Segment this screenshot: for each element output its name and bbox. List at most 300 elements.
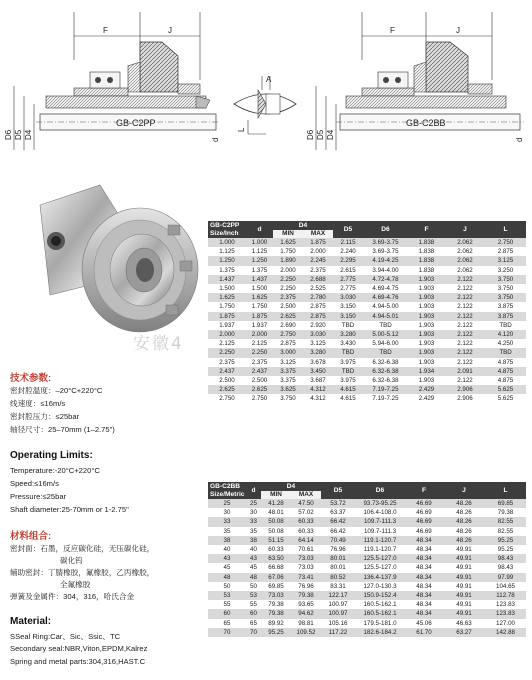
table-cell: 104.65 bbox=[485, 582, 526, 591]
table-cell: 48.26 bbox=[443, 536, 485, 545]
d-header: d bbox=[246, 221, 273, 238]
material-cn-line: 全氟橡胶 bbox=[60, 580, 91, 589]
dim-d6-label-bb: D6 bbox=[306, 129, 315, 140]
table-cell: 2.875 bbox=[273, 339, 303, 348]
diagram-title-bb: GB-C2BB bbox=[406, 118, 446, 128]
table-cell: 33 bbox=[208, 517, 246, 526]
table-cell: 106.4-108.0 bbox=[355, 508, 405, 517]
table-row bbox=[208, 247, 526, 256]
table-cell: 3.030 bbox=[303, 330, 333, 339]
table-cell: 48.34 bbox=[405, 591, 443, 600]
table-cell: 136.4-137.9 bbox=[355, 573, 405, 582]
table-cell: 82.55 bbox=[485, 517, 526, 526]
table-cell: 2.122 bbox=[445, 275, 485, 284]
table-cell: 5.625 bbox=[485, 385, 526, 394]
material-cn-line: 弹簧及金属件：304，316，哈氏合金 bbox=[10, 592, 135, 601]
table-cell: 2.625 bbox=[208, 385, 246, 394]
table-cell: 2.062 bbox=[445, 256, 485, 265]
table-cell: 2.500 bbox=[246, 376, 273, 385]
table-cell: 93.73-95.25 bbox=[355, 499, 405, 508]
table-cell: 3.875 bbox=[485, 312, 526, 321]
dim-d5-label: D5 bbox=[14, 129, 23, 140]
table-cell: 100.97 bbox=[321, 609, 355, 618]
table-cell: 4.615 bbox=[333, 385, 363, 394]
table-cell: 98.43 bbox=[485, 563, 526, 572]
table-cell: 46.69 bbox=[405, 527, 443, 536]
dim-d4-label-bb: D4 bbox=[326, 129, 335, 140]
table-cell: TBD bbox=[333, 321, 363, 330]
f-header-metric: F bbox=[405, 482, 443, 499]
table-row bbox=[208, 330, 526, 339]
table-cell: 100.97 bbox=[321, 600, 355, 609]
table-cell: 48 bbox=[246, 573, 261, 582]
table-cell: 2.625 bbox=[246, 385, 273, 394]
table-cell: 43 bbox=[208, 554, 246, 563]
table-cell: 45 bbox=[246, 563, 261, 572]
table-row bbox=[208, 554, 526, 563]
d4-max-header-metric: MAX bbox=[291, 491, 321, 499]
table-cell: 2.920 bbox=[303, 321, 333, 330]
table-cell: 2.250 bbox=[246, 348, 273, 357]
table-cell: 61.70 bbox=[405, 628, 443, 637]
table-cell: 3.125 bbox=[485, 256, 526, 265]
table-row bbox=[208, 302, 526, 311]
table-cell: 2.122 bbox=[445, 312, 485, 321]
table-cell: 82.55 bbox=[485, 527, 526, 536]
table-cell: 1.903 bbox=[408, 284, 445, 293]
table-cell: 93.65 bbox=[291, 600, 321, 609]
spec-en-line: Pressure:≤25bar bbox=[10, 492, 67, 501]
table-cell: 41.28 bbox=[261, 499, 291, 508]
table-cell: 69.85 bbox=[485, 499, 526, 508]
table-cell: TBD bbox=[363, 348, 408, 357]
table-cell: 1.875 bbox=[208, 312, 246, 321]
d4-max-header: MAX bbox=[303, 230, 333, 238]
size-header bbox=[208, 221, 246, 238]
table-cell: 2.775 bbox=[333, 284, 363, 293]
table-row bbox=[208, 358, 526, 367]
table-cell: 40 bbox=[246, 545, 261, 554]
table-cell: TBD bbox=[333, 367, 363, 376]
table-cell: 60 bbox=[246, 609, 261, 618]
materials-cn-title: 材料组合: bbox=[10, 531, 52, 542]
table-cell: 4.69-4.75 bbox=[363, 284, 408, 293]
table-cell: 50.08 bbox=[261, 527, 291, 536]
table-cell: 48.34 bbox=[405, 545, 443, 554]
table-cell: 160.5-162.1 bbox=[355, 600, 405, 609]
d4-header: D4 bbox=[273, 221, 333, 230]
material-en-line: SSeal Ring:Car、Sic、Ssic、TC bbox=[10, 632, 121, 641]
table-row bbox=[208, 527, 526, 536]
table-cell: 1.000 bbox=[246, 238, 273, 247]
table-cell: 98.81 bbox=[291, 619, 321, 628]
table-cell: 119.1-120.7 bbox=[355, 536, 405, 545]
table-cell: 3.69-3.75 bbox=[363, 247, 408, 256]
f-header: F bbox=[408, 221, 445, 238]
table-cell: 2.062 bbox=[445, 266, 485, 275]
table-cell: 1.437 bbox=[246, 275, 273, 284]
table-cell: 65 bbox=[246, 619, 261, 628]
table-cell: 3.375 bbox=[273, 367, 303, 376]
table-cell: 3.375 bbox=[273, 376, 303, 385]
d6-header: D6 bbox=[363, 221, 408, 238]
table-row bbox=[208, 499, 526, 508]
table-cell: 60.33 bbox=[291, 527, 321, 536]
table-cell: 1.500 bbox=[246, 284, 273, 293]
table-cell: 49.91 bbox=[443, 582, 485, 591]
table-cell: 1.838 bbox=[408, 266, 445, 275]
table-cell: 5.625 bbox=[485, 394, 526, 403]
table-cell: 2.780 bbox=[303, 293, 333, 302]
dim-d6-label: D6 bbox=[4, 129, 13, 140]
table-cell: 3.678 bbox=[303, 358, 333, 367]
table-cell: 4.312 bbox=[303, 385, 333, 394]
table-cell: 2.122 bbox=[445, 330, 485, 339]
table-cell: 3.687 bbox=[303, 376, 333, 385]
table-cell: 1.903 bbox=[408, 302, 445, 311]
size-header-line1: GB-C2PP bbox=[210, 221, 240, 229]
table-cell: 40 bbox=[208, 545, 246, 554]
table-cell: 80.52 bbox=[321, 573, 355, 582]
table-cell: 1.375 bbox=[208, 266, 246, 275]
d-header-metric: d bbox=[246, 482, 261, 499]
table-cell: 95.25 bbox=[261, 628, 291, 637]
table-cell: 127.00 bbox=[485, 619, 526, 628]
table-cell: 3.875 bbox=[485, 302, 526, 311]
table-cell: 5.00-5.12 bbox=[363, 330, 408, 339]
table-cell: 2.500 bbox=[273, 302, 303, 311]
material-en-line: Secondary seal:NBR,Viton,EPDM,Kalrez bbox=[10, 644, 148, 653]
table-cell: 73.03 bbox=[291, 554, 321, 563]
table-cell: 1.250 bbox=[246, 256, 273, 265]
table-cell: 67.06 bbox=[261, 573, 291, 582]
dim-l-label: L bbox=[237, 127, 246, 132]
table-cell: 3.250 bbox=[485, 266, 526, 275]
size-header-line2: Size/Inch bbox=[210, 229, 239, 237]
table-cell: 1.903 bbox=[408, 376, 445, 385]
table-cell: 2.875 bbox=[303, 302, 333, 311]
table-cell: 4.875 bbox=[485, 376, 526, 385]
table-row bbox=[208, 376, 526, 385]
table-cell: 46.69 bbox=[405, 517, 443, 526]
table-row bbox=[208, 385, 526, 394]
table-cell: 38 bbox=[208, 536, 246, 545]
table-cell: 1.903 bbox=[408, 293, 445, 302]
table-cell: 142.88 bbox=[485, 628, 526, 637]
table-cell: 33 bbox=[246, 517, 261, 526]
table-cell: 1.838 bbox=[408, 238, 445, 247]
table-cell: 80.01 bbox=[321, 563, 355, 572]
table-cell: 1.903 bbox=[408, 321, 445, 330]
table-cell: 1.250 bbox=[208, 256, 246, 265]
table-cell: 25 bbox=[246, 499, 261, 508]
table-cell: 46.69 bbox=[405, 508, 443, 517]
table-row bbox=[208, 563, 526, 572]
dim-f-label-bb: F bbox=[390, 26, 395, 35]
table-cell: 65 bbox=[208, 619, 246, 628]
j-header-metric: J bbox=[443, 482, 485, 499]
table-cell: 1.875 bbox=[246, 312, 273, 321]
table-cell: 79.38 bbox=[485, 508, 526, 517]
table-cell: TBD bbox=[363, 321, 408, 330]
table-cell: 3.69-3.75 bbox=[363, 238, 408, 247]
table-cell: 49.91 bbox=[443, 573, 485, 582]
d5-header-metric: D5 bbox=[321, 482, 355, 499]
table-cell: 2.625 bbox=[273, 312, 303, 321]
table-cell: 4.875 bbox=[485, 367, 526, 376]
table-cell: 73.03 bbox=[261, 591, 291, 600]
table-cell: 122.17 bbox=[321, 591, 355, 600]
table-cell: 35 bbox=[208, 527, 246, 536]
table-row bbox=[208, 275, 526, 284]
table-cell: 4.312 bbox=[303, 394, 333, 403]
table-cell: 2.000 bbox=[246, 330, 273, 339]
spec-cn-line: 轴径尺寸：25–70mm (1–2.75") bbox=[10, 425, 115, 434]
table-cell: 1.625 bbox=[208, 293, 246, 302]
table-cell: 1.375 bbox=[246, 266, 273, 275]
table-cell: 80.01 bbox=[321, 554, 355, 563]
table-cell: 1.903 bbox=[408, 312, 445, 321]
table-row bbox=[208, 600, 526, 609]
dim-d-label-bb: d bbox=[515, 137, 524, 142]
table-cell: 2.875 bbox=[303, 312, 333, 321]
table-cell: 4.19-4.25 bbox=[363, 256, 408, 265]
table-cell: 2.125 bbox=[208, 339, 246, 348]
table-cell: 4.615 bbox=[333, 394, 363, 403]
table-cell: 4.120 bbox=[485, 330, 526, 339]
table-cell: 2.906 bbox=[445, 385, 485, 394]
table-cell: 45 bbox=[208, 563, 246, 572]
table-cell: 48 bbox=[208, 573, 246, 582]
table-cell: 48.34 bbox=[405, 554, 443, 563]
table-cell: 48.26 bbox=[443, 517, 485, 526]
table-row bbox=[208, 573, 526, 582]
spec-en-line: Temperature:-20°C+220°C bbox=[10, 466, 100, 475]
table-cell: 1.903 bbox=[408, 348, 445, 357]
table-cell: 2.240 bbox=[333, 247, 363, 256]
table-cell: 79.38 bbox=[291, 591, 321, 600]
table-cell: 43 bbox=[246, 554, 261, 563]
table-cell: 2.375 bbox=[273, 293, 303, 302]
table-cell: 2.122 bbox=[445, 293, 485, 302]
table-cell: 123.83 bbox=[485, 600, 526, 609]
table-row bbox=[208, 266, 526, 275]
size-header-metric-line1: GB-C2BB bbox=[210, 482, 241, 490]
table-cell: 1.625 bbox=[273, 238, 303, 247]
dim-j-label-bb: J bbox=[456, 26, 460, 35]
table-cell: 2.000 bbox=[303, 247, 333, 256]
d6-header-metric: D6 bbox=[355, 482, 405, 499]
table-cell: 2.250 bbox=[273, 275, 303, 284]
table-cell: 73.03 bbox=[291, 563, 321, 572]
dim-d5-label-bb: D5 bbox=[316, 129, 325, 140]
table-cell: 2.000 bbox=[273, 266, 303, 275]
table-cell: 1.125 bbox=[246, 247, 273, 256]
table-cell: 1.437 bbox=[208, 275, 246, 284]
table-cell: 49.91 bbox=[443, 600, 485, 609]
dim-f-label: F bbox=[103, 26, 108, 35]
table-cell: 105.16 bbox=[321, 619, 355, 628]
table-cell: 2.375 bbox=[208, 358, 246, 367]
table-cell: 7.19-7.25 bbox=[363, 394, 408, 403]
table-cell: 49.91 bbox=[443, 554, 485, 563]
table-cell: 51.15 bbox=[261, 536, 291, 545]
table-cell: 76.96 bbox=[321, 545, 355, 554]
table-cell: 1.903 bbox=[408, 358, 445, 367]
table-cell: 1.750 bbox=[246, 302, 273, 311]
table-cell: 2.062 bbox=[445, 238, 485, 247]
table-cell: 48.01 bbox=[261, 508, 291, 517]
table-cell: 49.91 bbox=[443, 591, 485, 600]
table-row bbox=[208, 591, 526, 600]
table-cell: 48.34 bbox=[405, 582, 443, 591]
material-en-line: Spring and metal parts:304,316,HAST.C bbox=[10, 657, 146, 666]
table-cell: TBD bbox=[485, 348, 526, 357]
table-cell: 3.150 bbox=[333, 312, 363, 321]
table-cell: 2.750 bbox=[246, 394, 273, 403]
table-cell: 6.32-6.38 bbox=[363, 367, 408, 376]
dim-a-label: A bbox=[266, 75, 272, 84]
table-cell: 70 bbox=[246, 628, 261, 637]
table-cell: 70.49 bbox=[321, 536, 355, 545]
seal-diagram-gb-c2bb bbox=[300, 0, 532, 160]
table-cell: 4.94-5.01 bbox=[363, 312, 408, 321]
table-cell: 1.750 bbox=[273, 247, 303, 256]
table-cell: 123.83 bbox=[485, 609, 526, 618]
table-row bbox=[208, 256, 526, 265]
table-cell: 49.91 bbox=[443, 609, 485, 618]
table-cell: 2.122 bbox=[445, 348, 485, 357]
table-cell: 182.6-184.2 bbox=[355, 628, 405, 637]
table-cell: 2.122 bbox=[445, 339, 485, 348]
metric-size-table bbox=[208, 482, 526, 637]
table-cell: 97.99 bbox=[485, 573, 526, 582]
table-cell: 2.375 bbox=[246, 358, 273, 367]
table-cell: 66.42 bbox=[321, 517, 355, 526]
table-cell: 4.94-5.00 bbox=[363, 302, 408, 311]
d5-header: D5 bbox=[333, 221, 363, 238]
table-cell: TBD bbox=[333, 348, 363, 357]
table-cell: 3.450 bbox=[303, 367, 333, 376]
table-cell: 1.903 bbox=[408, 339, 445, 348]
table-cell: 35 bbox=[246, 527, 261, 536]
table-cell: 64.14 bbox=[291, 536, 321, 545]
table-cell: 95.25 bbox=[485, 536, 526, 545]
table-row bbox=[208, 238, 526, 247]
table-row bbox=[208, 508, 526, 517]
table-cell: 49.91 bbox=[443, 545, 485, 554]
table-cell: 2.000 bbox=[208, 330, 246, 339]
spec-cn-line: 密封腔压力：≤25bar bbox=[10, 412, 80, 421]
table-cell: 98.43 bbox=[485, 554, 526, 563]
table-cell: 160.5-162.1 bbox=[355, 609, 405, 618]
table-row bbox=[208, 628, 526, 637]
table-cell: 3.750 bbox=[485, 293, 526, 302]
table-cell: 63.27 bbox=[443, 628, 485, 637]
table-cell: 63.37 bbox=[321, 508, 355, 517]
table-row bbox=[208, 348, 526, 357]
table-cell: 2.125 bbox=[246, 339, 273, 348]
dim-d4-label: D4 bbox=[24, 129, 33, 140]
spec-cn-line: 密封腔温度：–20°C+220°C bbox=[10, 386, 103, 395]
l-header: L bbox=[485, 221, 526, 238]
table-cell: 2.062 bbox=[445, 247, 485, 256]
table-cell: 2.906 bbox=[445, 394, 485, 403]
table-row bbox=[208, 312, 526, 321]
table-cell: 50 bbox=[208, 582, 246, 591]
table-row bbox=[208, 609, 526, 618]
seal-face-detail-diagram bbox=[230, 70, 302, 150]
table-cell: 2.437 bbox=[208, 367, 246, 376]
table-row bbox=[208, 339, 526, 348]
table-cell: TBD bbox=[485, 321, 526, 330]
table-cell: 3.125 bbox=[273, 358, 303, 367]
table-cell: 30 bbox=[246, 508, 261, 517]
table-cell: 1.500 bbox=[208, 284, 246, 293]
table-cell: 70 bbox=[208, 628, 246, 637]
material-cn-line: 碳化钨 bbox=[60, 556, 83, 565]
table-cell: 3.975 bbox=[333, 358, 363, 367]
spec-en-line: Speed:≤16m/s bbox=[10, 479, 59, 488]
table-row bbox=[208, 582, 526, 591]
table-cell: 60.33 bbox=[291, 517, 321, 526]
table-cell: 50 bbox=[246, 582, 261, 591]
table-cell: 48.34 bbox=[405, 600, 443, 609]
table-cell: 6.32-6.38 bbox=[363, 376, 408, 385]
table-cell: 48.34 bbox=[405, 563, 443, 572]
seal-product-photo bbox=[30, 165, 205, 350]
table-cell: 2.775 bbox=[333, 275, 363, 284]
table-row bbox=[208, 367, 526, 376]
table-cell: 3.750 bbox=[485, 284, 526, 293]
table-cell: 1.875 bbox=[303, 238, 333, 247]
table-cell: 2.875 bbox=[485, 247, 526, 256]
table-cell: 2.245 bbox=[303, 256, 333, 265]
table-row bbox=[208, 394, 526, 403]
table-cell: 3.430 bbox=[333, 339, 363, 348]
table-cell: 6.32-6.38 bbox=[363, 358, 408, 367]
size-header-metric-line2: Size/Metric bbox=[210, 490, 245, 498]
table-cell: 3.625 bbox=[273, 385, 303, 394]
table-cell: 2.750 bbox=[208, 394, 246, 403]
table-cell: 3.000 bbox=[273, 348, 303, 357]
table-cell: 127.0-130.3 bbox=[355, 582, 405, 591]
table-cell: 57.02 bbox=[291, 508, 321, 517]
table-cell: 2.500 bbox=[208, 376, 246, 385]
table-cell: 2.295 bbox=[333, 256, 363, 265]
materials-en-title: Material: bbox=[10, 616, 52, 627]
j-header: J bbox=[445, 221, 485, 238]
specs-cn-title: 技术参数: bbox=[10, 373, 52, 384]
table-cell: 69.85 bbox=[261, 582, 291, 591]
table-cell: 2.429 bbox=[408, 385, 445, 394]
table-cell: 2.750 bbox=[485, 238, 526, 247]
table-cell: 2.690 bbox=[273, 321, 303, 330]
table-cell: 1.625 bbox=[246, 293, 273, 302]
table-cell: 2.122 bbox=[445, 284, 485, 293]
table-cell: 55 bbox=[208, 600, 246, 609]
material-cn-line: 密封面：石墨，反应碳化硅，无压碳化硅， bbox=[10, 544, 155, 553]
specs-en-title: Operating Limits: bbox=[10, 450, 93, 461]
table-cell: 47.50 bbox=[291, 499, 321, 508]
table-cell: 179.5-181.0 bbox=[355, 619, 405, 628]
table-cell: 49.91 bbox=[443, 563, 485, 572]
table-cell: 5.94-6.00 bbox=[363, 339, 408, 348]
l-header-metric: L bbox=[485, 482, 526, 499]
table-cell: 70.61 bbox=[291, 545, 321, 554]
table-cell: 79.38 bbox=[261, 600, 291, 609]
table-cell: 7.19-7.25 bbox=[363, 385, 408, 394]
